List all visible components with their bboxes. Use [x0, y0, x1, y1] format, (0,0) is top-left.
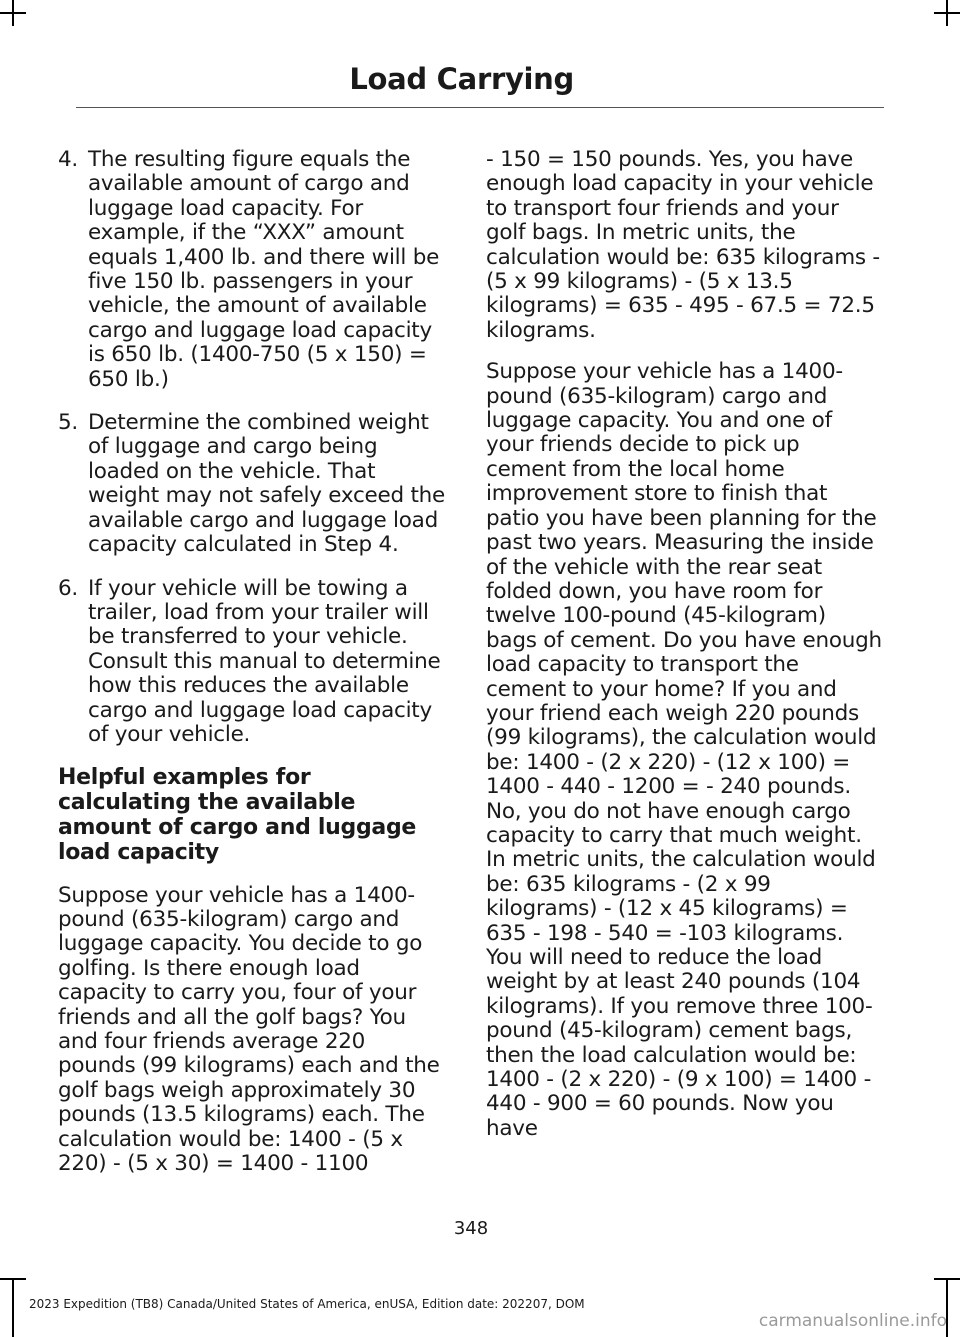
page-title: Load Carrying: [349, 62, 574, 96]
left-column: [58, 148, 448, 1193]
list-item-step-4: [58, 148, 448, 392]
step-text: The resulting figure equals the available amount of cargo and luggage load capacity. For example, if the “XXX” amount equals 1,400 lb. and there will be five 150 lb. passengers in your vehicle, the amount of available cargo and luggage load capacity is 650 lb. (1400-750 (5 x 150) = 650 lb.): [88, 147, 440, 392]
edition-footer: 2023 Expedition (TB8) Canada/United States of America, enUSA, Edition date: 202207, DOM: [29, 1297, 585, 1311]
header-divider: [76, 107, 884, 108]
step-text: Determine the combined weight of luggage and cargo being loaded on the vehicle. That weight may not safely exceed the available cargo and luggage load capacity calculated in Step 4.: [88, 410, 445, 558]
list-item-step-6: [58, 577, 448, 748]
step-text: If your vehicle will be towing a trailer, load from your trailer will be transferred to your vehicle. Consult this manual to determine how this reduces the available cargo and luggage load capacity of your vehicle.: [88, 575, 441, 747]
section-heading: Helpful examples for calculating the available amount of cargo and luggage load capacity: [58, 765, 417, 865]
step-number: 6.: [58, 575, 79, 601]
crop-mark-bottom-right-horizontal: [934, 1278, 960, 1280]
example-cement-paragraph: Suppose your vehicle has a 1400-pound (635-kilogram) cargo and luggage capacity. You and one of your friends decide to pick up cement from the local home improvement store to finish that patio you have been planning for the past two years. Measuring the inside of the vehicle with the rear seat folded down, you have room for twelve 100-pound (45-kilogram) bags of cement. Do you have enough load capacity to transport the cement to your home? If you and your friend each weigh 220 pounds (99 kilograms), the calculation would be: 1400 - (2 x 220) - (12 x 100) = 1400 - 440 - 1200 = - 240 pounds. No, you do not have enough cargo capacity to carry that much weight. In metric units, the calculation would be: 635 kilograms - (2 x 99 kilograms) - (12 x 45 kilograms) = 635 - 198 - 540 = -103 kilograms. You will need to reduce the load weight by at least 240 pounds (104 kilograms). If you remove three 100-pound (45-kilogram) cement bags, then the load calculation would be: 1400 - (2 x 220) - (9 x 100) = 1400 - 440 - 900 = 60 pounds. Now you have: [486, 359, 882, 1141]
list-item-step-5: [58, 411, 448, 557]
crop-mark-bottom-left-horizontal: [0, 1278, 26, 1280]
example-golf-paragraph-part-2: - 150 = 150 pounds. Yes, you have enough load capacity in your vehicle to transport four friends and your golf bags. In metric units, the calculation would be: 635 kilograms - (5 x 99 kilograms) - (5 x 13.5 kilograms) = 635 - 495 - 67.5 = 72.5 kilograms.: [486, 147, 880, 343]
crop-mark-top-right-horizontal: [934, 12, 960, 14]
right-column: [486, 148, 882, 1158]
crop-mark-bottom-left-vertical: [12, 1278, 14, 1337]
example-golf-paragraph-part-1: Suppose your vehicle has a 1400-pound (635-kilogram) cargo and luggage capacity. You decide to go golfing. Is there enough load capacity to carry you, four of your friends and all the golf bags? You and four friends average 220 pounds (99 kilograms) each and the golf bags weigh approximately 30 pounds (13.5 kilograms) each. The calculation would be: 1400 - (5 x 220) - (5 x 30) = 1400 - 1100: [58, 882, 440, 1176]
step-number: 5.: [58, 410, 79, 436]
page-number: 348: [453, 1218, 489, 1239]
step-number: 4.: [58, 147, 79, 172]
crop-mark-top-left-horizontal: [0, 12, 26, 14]
watermark: carmanualsonline.info: [758, 1311, 947, 1331]
